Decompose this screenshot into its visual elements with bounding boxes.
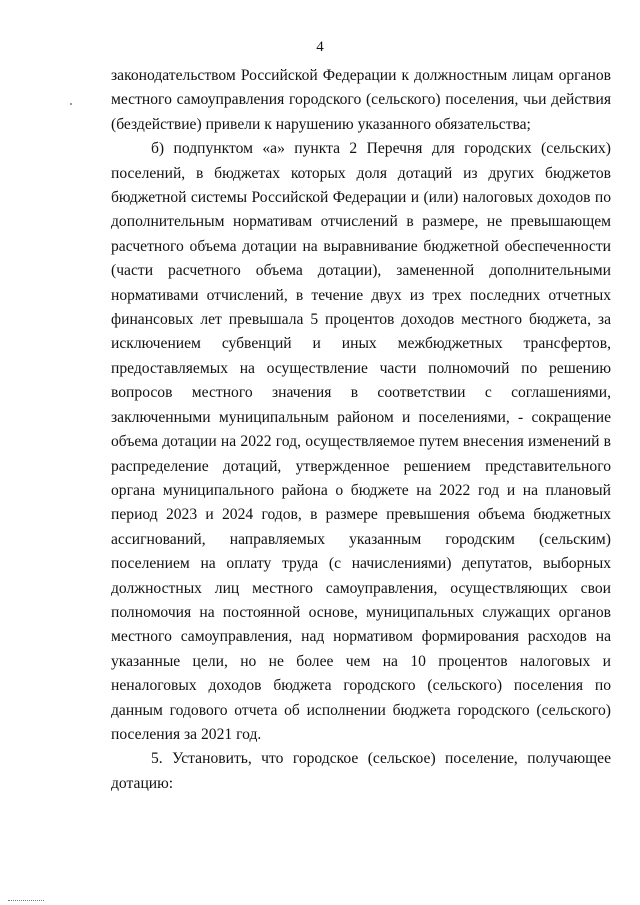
bottom-scan-line — [8, 900, 44, 902]
document-body — [111, 64, 611, 796]
paragraph-subitem-b: б) подпунктом «а» пункта 2 Перечня для городских (сельских) поселений, в бюджетах которых доля дотаций из других бюджетов бюджетной системы Российской Федерации и (или) налоговых доходов по дополнительным нормативам отчислений в размере, не превышающем расчетного объема дотации на выравнивание бюджетной обеспеченности (части расчетного объема дотации), замененной дополнительными нормативами отчислений, в течение двух из трех последних отчетных финансовых лет превышала 5 процентов доходов местного бюджета, за исключением субвенций и иных межбюджетных трансфертов, предоставляемых на осуществление части полномочий по решению вопросов местного значения в соответствии с соглашениями, заключенными муниципальным районом и поселениями, - сокращение объема дотации на 2022 год, осуществляемое путем внесения изменений в распределение дотаций, утвержденное решением представительного органа муниципального района о бюджете на 2022 год и на плановый период 2023 и 2024 годов, в размере превышения объема бюджетных ассигнований, направляемых указанным городским (сельским) поселением на оплату труда (с начислениями) депутатов, выборных должностных лиц местного самоуправления, осуществляющих свои полномочия на постоянной основе, муниципальных служащих органов местного самоуправления, над нормативом формирования расходов на указанные цели, но не более чем на 10 процентов налоговых и неналоговых доходов бюджета городского (сельского) поселения по данным годового отчета об исполнении бюджета городского (сельского) поселения за 2021 год. — [111, 140, 611, 743]
paragraph-item-5: 5. Установить, что городское (сельское) поселение, получающее дотацию: — [111, 750, 611, 792]
page-number: 4 — [316, 39, 324, 55]
margin-mark — [70, 103, 72, 105]
paragraph-continuation: законодательством Российской Федерации к должностным лицам органов местного самоуправления городского (сельского) поселения, чьи действия (бездействие) привели к нарушению указанного обязательства; — [111, 67, 611, 133]
